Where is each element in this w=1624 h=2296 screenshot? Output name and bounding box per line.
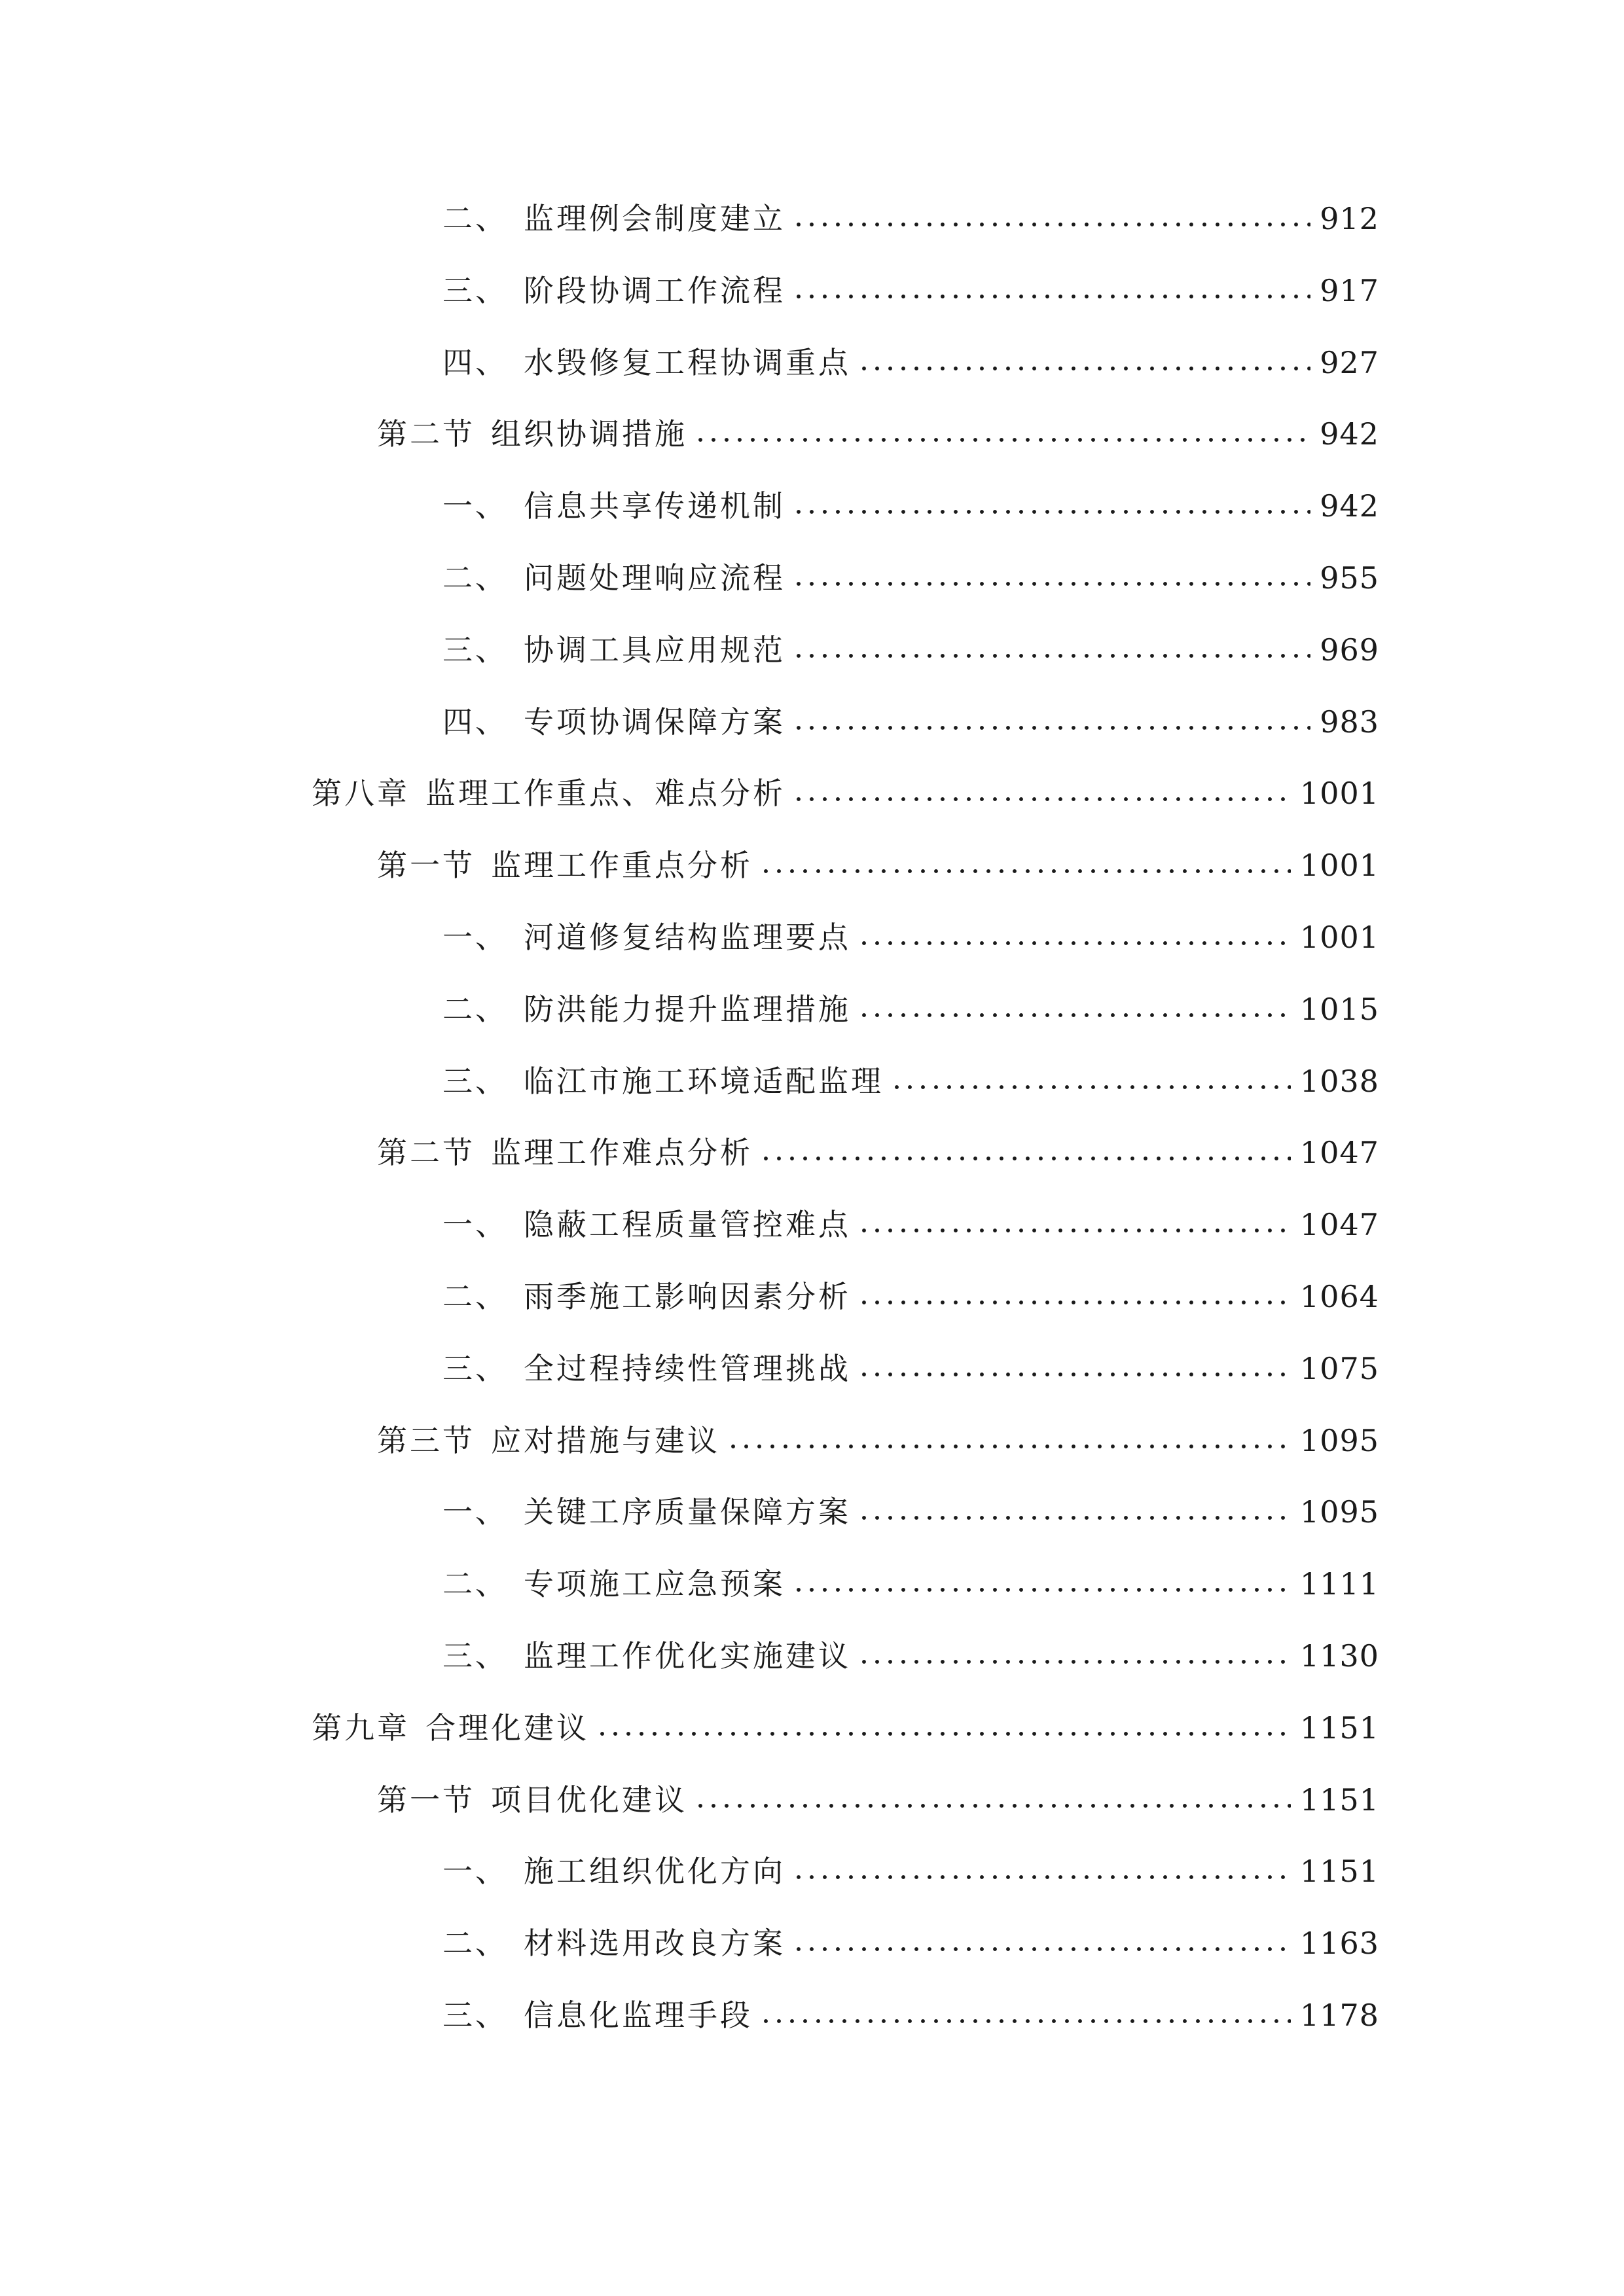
toc-entry-page-number: 1163 bbox=[1299, 1926, 1379, 1961]
dot-leader bbox=[857, 1298, 1291, 1307]
toc-entry-number: 二、 bbox=[442, 1926, 508, 1961]
toc-entry-page-number: 1075 bbox=[1299, 1351, 1379, 1386]
toc-entry-number: 一、 bbox=[442, 488, 508, 524]
toc-entry[interactable] bbox=[442, 914, 1379, 960]
toc-entry[interactable] bbox=[312, 1705, 1379, 1751]
toc-entry-title: 项目优化建议 bbox=[491, 1782, 687, 1818]
toc-entry-page-number: 955 bbox=[1320, 560, 1379, 596]
toc-entry-number: 一、 bbox=[442, 920, 508, 955]
dot-leader bbox=[792, 507, 1310, 516]
toc-entry-page-number: 912 bbox=[1320, 201, 1379, 236]
toc-entry[interactable] bbox=[442, 986, 1379, 1032]
toc-entry-page-number: 1047 bbox=[1299, 1207, 1379, 1242]
toc-entry-number: 第二节 bbox=[377, 1135, 475, 1170]
dot-leader bbox=[792, 651, 1310, 660]
toc-entry-title: 信息共享传递机制 bbox=[524, 488, 785, 524]
toc-entry-page-number: 1178 bbox=[1299, 1998, 1379, 2033]
toc-entry-page-number: 942 bbox=[1320, 416, 1379, 452]
toc-entry-title: 关键工序质量保障方案 bbox=[524, 1494, 851, 1530]
dot-leader bbox=[759, 867, 1291, 876]
toc-entry[interactable] bbox=[442, 1848, 1379, 1894]
toc-entry[interactable] bbox=[442, 196, 1379, 242]
toc-entry-page-number: 927 bbox=[1320, 345, 1379, 380]
toc-entry-title: 问题处理响应流程 bbox=[524, 560, 785, 596]
toc-entry-number: 第八章 bbox=[312, 776, 410, 811]
dot-leader bbox=[792, 795, 1291, 804]
toc-entry-title: 材料选用改良方案 bbox=[524, 1926, 785, 1961]
toc-entry-page-number: 1095 bbox=[1299, 1494, 1379, 1530]
toc-entry[interactable] bbox=[442, 1489, 1379, 1535]
toc-entry-number: 一、 bbox=[442, 1854, 508, 1889]
dot-leader bbox=[857, 1011, 1291, 1020]
dot-leader bbox=[857, 939, 1291, 948]
toc-entry-number: 二、 bbox=[442, 1566, 508, 1602]
toc-entry-number: 一、 bbox=[442, 1207, 508, 1242]
toc-entry[interactable] bbox=[377, 842, 1379, 888]
dot-leader bbox=[759, 1154, 1291, 1163]
toc-entry-title: 全过程持续性管理挑战 bbox=[524, 1351, 851, 1386]
toc-entry[interactable] bbox=[442, 1633, 1379, 1679]
toc-entry[interactable] bbox=[442, 1561, 1379, 1607]
toc-entry-page-number: 942 bbox=[1320, 488, 1379, 524]
dot-leader bbox=[890, 1083, 1291, 1092]
toc-entry-title: 专项施工应急预案 bbox=[524, 1566, 785, 1602]
toc-entry[interactable] bbox=[442, 483, 1379, 529]
toc-entry-title: 监理工作优化实施建议 bbox=[524, 1638, 851, 1674]
dot-leader bbox=[759, 2017, 1291, 2026]
toc-entry-title: 施工组织优化方向 bbox=[524, 1854, 785, 1889]
toc-entry[interactable] bbox=[442, 1346, 1379, 1391]
toc-entry[interactable] bbox=[442, 1202, 1379, 1247]
toc-entry-page-number: 1001 bbox=[1299, 776, 1379, 811]
toc-entry-page-number: 1151 bbox=[1299, 1710, 1379, 1746]
toc-entry-page-number: 1001 bbox=[1299, 848, 1379, 883]
toc-entry-number: 二、 bbox=[442, 1279, 508, 1314]
toc-entry-number: 第三节 bbox=[377, 1423, 475, 1458]
toc-entry-number: 三、 bbox=[442, 1998, 508, 2033]
toc-entry-title: 雨季施工影响因素分析 bbox=[524, 1279, 851, 1314]
dot-leader bbox=[596, 1729, 1291, 1738]
toc-entry-number: 第九章 bbox=[312, 1710, 410, 1746]
toc-entry[interactable] bbox=[377, 1777, 1379, 1823]
toc-entry[interactable] bbox=[442, 1992, 1379, 2038]
toc-entry[interactable] bbox=[377, 1418, 1379, 1463]
toc-entry-number: 三、 bbox=[442, 1638, 508, 1674]
toc-entry[interactable] bbox=[442, 1920, 1379, 1966]
toc-entry-number: 一、 bbox=[442, 1494, 508, 1530]
toc-entry-title: 监理例会制度建立 bbox=[524, 201, 785, 236]
toc-entry-title: 临江市施工环境适配监理 bbox=[524, 1064, 884, 1099]
toc-entry-number: 第一节 bbox=[377, 848, 475, 883]
dot-leader bbox=[792, 220, 1310, 229]
toc-entry-number: 三、 bbox=[442, 1064, 508, 1099]
toc-entry-title: 水毁修复工程协调重点 bbox=[524, 345, 851, 380]
dot-leader bbox=[792, 1945, 1291, 1954]
dot-leader bbox=[857, 1657, 1291, 1666]
toc-entry-title: 监理工作重点分析 bbox=[491, 848, 753, 883]
dot-leader bbox=[857, 1370, 1291, 1379]
toc-entry[interactable] bbox=[442, 699, 1379, 745]
toc-entry-page-number: 917 bbox=[1320, 273, 1379, 308]
toc-entry-page-number: 1095 bbox=[1299, 1423, 1379, 1458]
toc-entry-number: 二、 bbox=[442, 201, 508, 236]
toc-entry-number: 二、 bbox=[442, 992, 508, 1027]
dot-leader bbox=[857, 1226, 1291, 1235]
toc-entry-page-number: 1001 bbox=[1299, 920, 1379, 955]
toc-entry-title: 专项协调保障方案 bbox=[524, 704, 785, 740]
toc-entry-title: 河道修复结构监理要点 bbox=[524, 920, 851, 955]
toc-entry-title: 信息化监理手段 bbox=[524, 1998, 753, 2033]
toc-entry-title: 阶段协调工作流程 bbox=[524, 273, 785, 308]
toc-entry-page-number: 1151 bbox=[1299, 1854, 1379, 1889]
toc-entry[interactable] bbox=[377, 411, 1379, 457]
toc-entry-title: 组织协调措施 bbox=[491, 416, 687, 452]
toc-entry[interactable] bbox=[442, 555, 1379, 601]
dot-leader bbox=[792, 723, 1310, 732]
toc-entry[interactable] bbox=[442, 268, 1379, 314]
toc-entry[interactable] bbox=[442, 1274, 1379, 1319]
toc-entry-page-number: 1047 bbox=[1299, 1135, 1379, 1170]
toc-entry[interactable] bbox=[442, 340, 1379, 386]
toc-entry[interactable] bbox=[312, 770, 1379, 816]
toc-entry-page-number: 969 bbox=[1320, 632, 1379, 668]
toc-entry-title: 合理化建议 bbox=[425, 1710, 589, 1746]
dot-leader bbox=[694, 1801, 1291, 1810]
dot-leader bbox=[792, 1873, 1291, 1882]
toc-entry-page-number: 983 bbox=[1320, 704, 1379, 740]
toc-entry-number: 三、 bbox=[442, 632, 508, 668]
toc-entry-number: 第一节 bbox=[377, 1782, 475, 1818]
toc-entry-title: 协调工具应用规范 bbox=[524, 632, 785, 668]
toc-entry-page-number: 1064 bbox=[1299, 1279, 1379, 1314]
dot-leader bbox=[857, 1513, 1291, 1522]
toc-entry-number: 第二节 bbox=[377, 416, 475, 452]
toc-entry-page-number: 1130 bbox=[1299, 1638, 1379, 1674]
toc-entry-title: 监理工作重点、难点分析 bbox=[425, 776, 785, 811]
toc-entry-title: 应对措施与建议 bbox=[491, 1423, 720, 1458]
toc-entry-number: 二、 bbox=[442, 560, 508, 596]
toc-entry-page-number: 1038 bbox=[1299, 1064, 1379, 1099]
toc-entry[interactable] bbox=[442, 1058, 1379, 1104]
dot-leader bbox=[792, 579, 1310, 588]
toc-entry-number: 四、 bbox=[442, 345, 508, 380]
toc-entry-title: 防洪能力提升监理措施 bbox=[524, 992, 851, 1027]
toc-entry-title: 隐蔽工程质量管控难点 bbox=[524, 1207, 851, 1242]
toc-entry-title: 监理工作难点分析 bbox=[491, 1135, 753, 1170]
dot-leader bbox=[792, 1585, 1291, 1594]
toc-entry-number: 四、 bbox=[442, 704, 508, 740]
toc-entry[interactable] bbox=[442, 627, 1379, 673]
toc-entry-page-number: 1151 bbox=[1299, 1782, 1379, 1818]
dot-leader bbox=[792, 292, 1310, 301]
toc-entry-page-number: 1111 bbox=[1299, 1566, 1379, 1602]
dot-leader bbox=[727, 1442, 1291, 1451]
dot-leader bbox=[694, 435, 1310, 444]
dot-leader bbox=[857, 364, 1310, 373]
toc-entry-page-number: 1015 bbox=[1299, 992, 1379, 1027]
toc-entry[interactable] bbox=[377, 1130, 1379, 1175]
toc-entry-number: 三、 bbox=[442, 1351, 508, 1386]
toc-entry-number: 三、 bbox=[442, 273, 508, 308]
